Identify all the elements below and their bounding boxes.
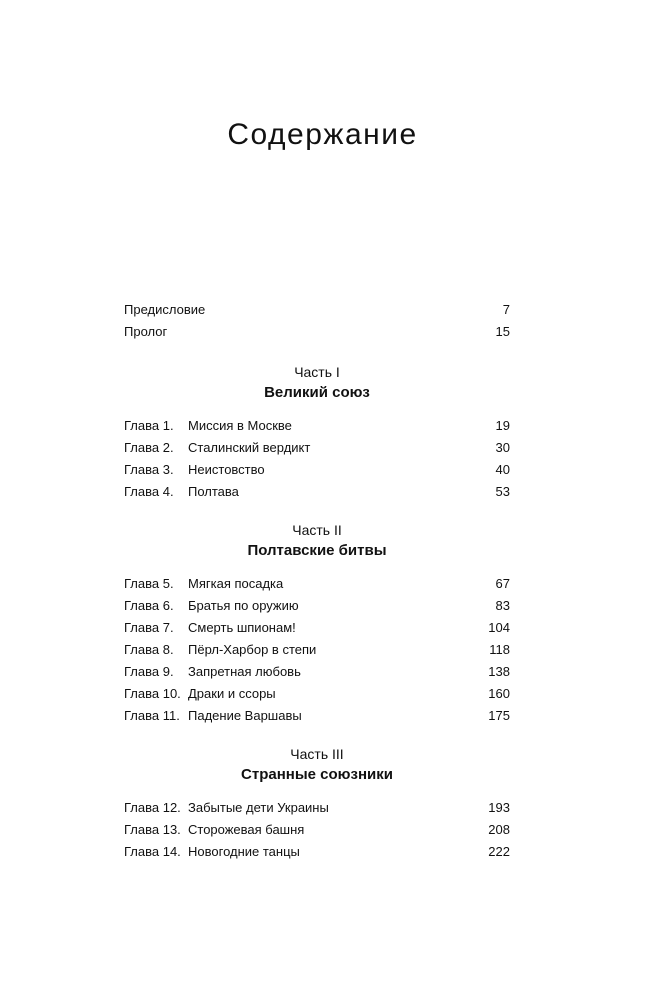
- toc-entry-chapter-14[interactable]: [124, 840, 510, 862]
- chapter-number: Глава 6.: [124, 597, 174, 613]
- part-name: Полтавские битвы: [247, 542, 387, 559]
- dot-leader: [322, 643, 483, 655]
- entry-title: Сталинский вердикт: [188, 439, 311, 455]
- entry-page: 53: [495, 483, 510, 499]
- entry-title: Предисловие: [124, 301, 206, 317]
- toc-entry-chapter-3[interactable]: [124, 458, 510, 480]
- front-matter: [124, 298, 510, 342]
- entry-page: 138: [488, 663, 510, 679]
- entry-title: Драки и ссоры: [188, 685, 276, 701]
- chapter-number: Глава 9.: [124, 663, 174, 679]
- entry-title: Неистовство: [188, 461, 265, 477]
- part-1-chapters: [124, 414, 510, 502]
- entry-title: Забытые дети Украины: [188, 799, 329, 815]
- toc-entry-prologue[interactable]: [124, 320, 510, 342]
- toc-entry-preface[interactable]: [124, 298, 510, 320]
- entry-title: Новогодние танцы: [188, 843, 300, 859]
- toc-entry-chapter-4[interactable]: [124, 480, 510, 502]
- entry-title: Смерть шпионам!: [188, 619, 296, 635]
- chapter-number: Глава 12.: [124, 799, 181, 815]
- page-title: Содержание: [227, 118, 418, 151]
- chapter-number: Глава 1.: [124, 417, 174, 433]
- entry-page: 15: [495, 323, 510, 339]
- dot-leader: [298, 419, 490, 431]
- toc-entry-chapter-2[interactable]: [124, 436, 510, 458]
- dot-leader: [307, 665, 482, 677]
- part-1-heading: [124, 362, 510, 404]
- entry-page: 193: [488, 799, 510, 815]
- part-2-chapters: [124, 572, 510, 726]
- dot-leader: [316, 441, 489, 453]
- part-3-heading: [124, 744, 510, 786]
- entry-title: Пролог: [124, 323, 168, 339]
- chapter-number: Глава 14.: [124, 843, 181, 859]
- part-name: Странные союзники: [241, 766, 393, 783]
- entry-page: 208: [488, 821, 510, 837]
- chapter-number: Глава 5.: [124, 575, 174, 591]
- toc-entry-chapter-12[interactable]: [124, 796, 510, 818]
- dot-leader: [308, 709, 483, 721]
- entry-page: 19: [495, 417, 510, 433]
- part-name: Великий союз: [264, 384, 370, 401]
- dot-leader: [211, 303, 497, 315]
- entry-title: Сторожевая башня: [188, 821, 305, 837]
- dot-leader: [335, 801, 482, 813]
- entry-page: 30: [495, 439, 510, 455]
- dot-leader: [173, 325, 489, 337]
- toc-entry-chapter-7[interactable]: [124, 616, 510, 638]
- entry-page: 222: [488, 843, 510, 859]
- toc-entry-chapter-10[interactable]: [124, 682, 510, 704]
- dot-leader: [310, 823, 482, 835]
- dot-leader: [302, 621, 483, 633]
- chapter-number: Глава 2.: [124, 439, 174, 455]
- entry-title: Мягкая посадка: [188, 575, 284, 591]
- toc-entry-chapter-13[interactable]: [124, 818, 510, 840]
- toc-entry-chapter-8[interactable]: [124, 638, 510, 660]
- toc-entry-chapter-1[interactable]: [124, 414, 510, 436]
- entry-page: 160: [488, 685, 510, 701]
- entry-page: 118: [489, 641, 510, 657]
- entry-page: 104: [488, 619, 510, 635]
- chapter-number: Глава 7.: [124, 619, 174, 635]
- entry-title: Падение Варшавы: [188, 707, 302, 723]
- toc-entry-chapter-11[interactable]: [124, 704, 510, 726]
- chapter-number: Глава 11.: [124, 707, 180, 723]
- dot-leader: [271, 463, 490, 475]
- entry-title: Братья по оружию: [188, 597, 299, 613]
- chapter-number: Глава 10.: [124, 685, 181, 701]
- entry-page: 67: [495, 575, 510, 591]
- entry-page: 175: [488, 707, 510, 723]
- dot-leader: [282, 687, 483, 699]
- entry-title: Полтава: [188, 483, 239, 499]
- toc-entry-chapter-6[interactable]: [124, 594, 510, 616]
- chapter-number: Глава 4.: [124, 483, 174, 499]
- dot-leader: [306, 845, 482, 857]
- dot-leader: [305, 599, 490, 611]
- dot-leader: [289, 577, 489, 589]
- chapter-number: Глава 8.: [124, 641, 174, 657]
- part-label: Часть III: [290, 746, 344, 762]
- chapter-number: Глава 3.: [124, 461, 174, 477]
- dot-leader: [245, 485, 490, 497]
- part-label: Часть II: [292, 522, 342, 538]
- entry-page: 40: [495, 461, 510, 477]
- entry-title: Запретная любовь: [188, 663, 301, 679]
- toc-entry-chapter-5[interactable]: [124, 572, 510, 594]
- part-2-heading: [124, 520, 510, 562]
- toc-entry-chapter-9[interactable]: [124, 660, 510, 682]
- part-label: Часть I: [294, 364, 340, 380]
- chapter-number: Глава 13.: [124, 821, 181, 837]
- entry-page: 83: [495, 597, 510, 613]
- entry-title: Пёрл-Харбор в степи: [188, 641, 317, 657]
- part-3-chapters: [124, 796, 510, 862]
- entry-page: 7: [502, 301, 510, 317]
- entry-title: Миссия в Москве: [188, 417, 292, 433]
